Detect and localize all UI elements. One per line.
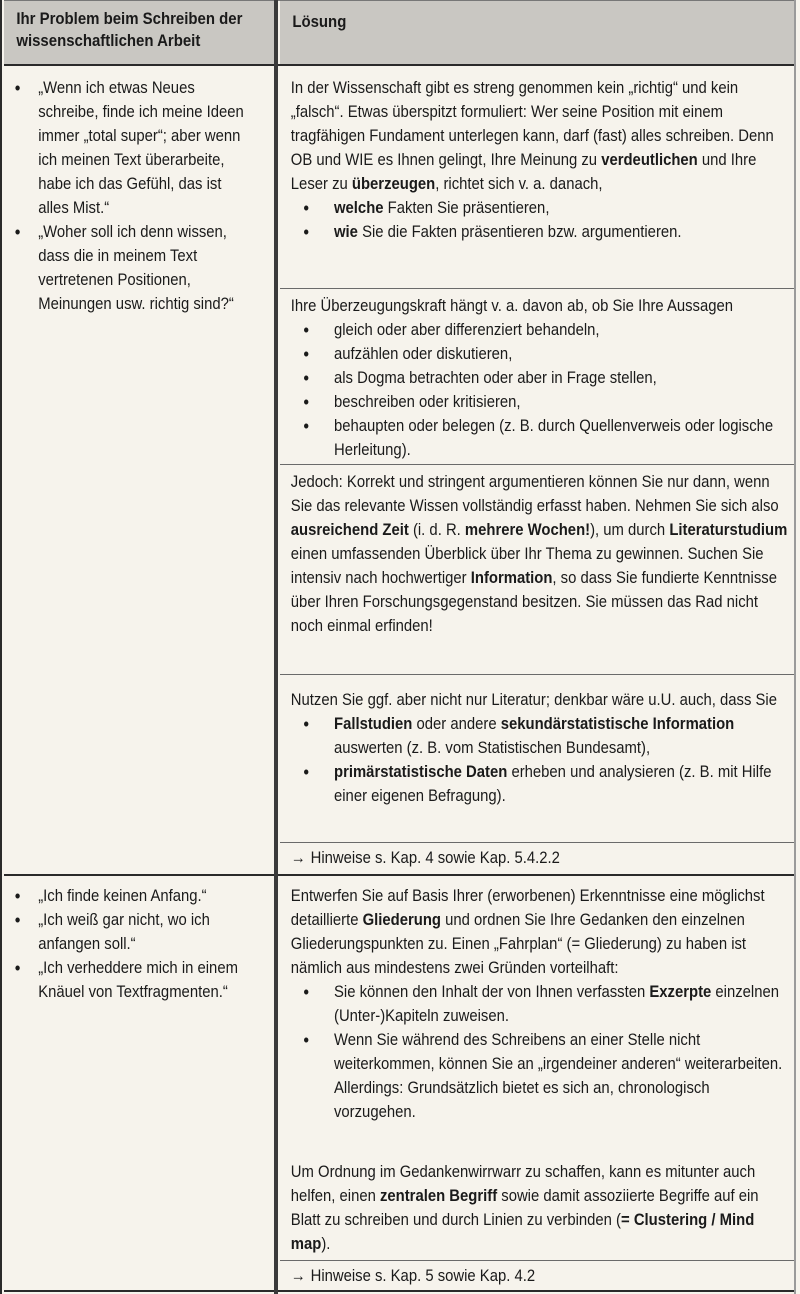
row1-solution-2 (280, 294, 796, 462)
solution-bullet: • aufzählen oder diskutieren, (291, 342, 788, 366)
section-divider (280, 674, 796, 675)
solution-bullet: • Sie können den Inhalt der von Ihnen verfassten Exzerpte einzelnen (Unter-)Kapiteln zuweisen. (291, 980, 788, 1028)
solution-paragraph: In der Wissenschaft gibt es streng genommen kein „richtig“ und kein „falsch“. Etwas überspitzt formuliert: Wer seine Position mit einem tragfähigen Fundament unterlegen kann, darf (fast) alles schreiben. Denn OB und WIE es Ihnen gelingt, Ihre Meinung zu verdeutlichen und Ihre Leser zu überzeugen, richtet sich v. a. danach, (290, 79, 774, 193)
row2-solution (280, 884, 796, 1124)
row-divider (4, 874, 796, 876)
problem-quote: • „Ich finde keinen Anfang.“ (4, 884, 254, 908)
solution-bullet: • Fallstudien oder andere sekundärstatistische Information auswerten (z. B. vom Statistischen Bundesamt), (291, 712, 788, 760)
header-solution-cell (280, 0, 796, 64)
arrow-right-icon: → (290, 849, 306, 867)
column-divider (274, 0, 278, 1294)
solution-bullet: • beschreiben oder kritisieren, (291, 390, 788, 414)
row2-problems (4, 884, 254, 1004)
chapter-hint: Hinweise s. Kap. 5 sowie Kap. 4.2 (310, 1267, 536, 1285)
solution-paragraph: Ihre Überzeugungskraft hängt v. a. davon ab, ob Sie Ihre Aussagen (290, 297, 734, 315)
top-border (4, 0, 796, 1)
header-solution: Lösung (292, 12, 347, 31)
arrow-right-icon: → (290, 1267, 306, 1285)
solution-bullet: • gleich oder aber differenziert behandeln, (291, 318, 788, 342)
problem-quote: • „Ich verheddere mich in einem Knäuel von Textfragmenten.“ (4, 956, 254, 1004)
solution-paragraph: Jedoch: Korrekt und stringent argumentieren können Sie nur dann, wenn Sie das relevante Wissen vollständig erfasst haben. Nehmen Sie sich also ausreichend Zeit (i. d. R. mehrere Wochen!), um durch Literaturstudium einen umfassenden Überblick über Ihr Thema zu gewinnen. Suchen Sie intensiv nach hochwertiger Information, so dass Sie fundierte Kenntnisse über Ihren Forschungsgegenstand besitzen. Sie müssen das Rad nicht noch einmal erfinden! (290, 473, 788, 635)
header-problem-cell (4, 0, 276, 64)
row2-hint (280, 1264, 796, 1288)
chapter-hint: Hinweise s. Kap. 4 sowie Kap. 5.4.2.2 (310, 849, 560, 867)
section-divider (280, 842, 796, 843)
row2-solution-2 (280, 1160, 796, 1256)
problem-quote: • „Wenn ich etwas Neues schreibe, finde ich meine Ideen immer „total super“; aber wenn ich meinen Text überarbeite, habe ich das Gefühl, das ist alles Mist.“ (4, 76, 254, 220)
row1-solution-3 (280, 470, 796, 638)
solution-bullet: • Wenn Sie während des Schreibens an einer Stelle nicht weiterkommen, können Sie an „irgendeiner anderen“ weiterarbeiten. Allerdings: Grundsätzlich bietet es sich an, chronologisch vorzugehen. (291, 1028, 788, 1124)
solution-bullet: • welche Fakten Sie präsentieren, (291, 196, 788, 220)
row1-problems (4, 76, 254, 316)
header-divider (4, 64, 796, 66)
solution-bullet: • behaupten oder belegen (z. B. durch Quellenverweis oder logische Herleitung). (291, 414, 788, 462)
section-divider (280, 1260, 796, 1261)
right-border (794, 0, 796, 1294)
solution-paragraph: Um Ordnung im Gedankenwirrwarr zu schaffen, kann es mitunter auch helfen, einen zentralen Begriff sowie damit assoziierte Begriffe auf ein Blatt zu schreiben und durch Linien zu verbinden (= Clustering / Mind map). (290, 1163, 759, 1253)
header-problem: Ihr Problem beim Schreiben der wissenschaftlichen Arbeit (16, 9, 243, 50)
row1-hint (280, 846, 796, 870)
row1-solution-4 (280, 688, 796, 808)
section-divider (280, 464, 796, 465)
solution-paragraph: Entwerfen Sie auf Basis Ihrer (erworbenen) Erkenntnisse eine möglichst detaillierte Gliederung und ordnen Sie Ihre Gedanken den einzelnen Gliederungspunkten zu. Einen „Fahrplan“ (= Gliederung) zu haben ist nämlich aus mindestens zwei Gründen vorteilhaft: (290, 887, 765, 977)
section-divider (280, 288, 796, 289)
solution-paragraph: Nutzen Sie ggf. aber nicht nur Literatur; denkbar wäre u.U. auch, dass Sie (290, 691, 777, 709)
problem-quote: • „Woher soll ich denn wissen, dass die in meinem Text vertretenen Positionen, Meinungen usw. richtig sind?“ (4, 220, 254, 316)
bottom-border (4, 1290, 796, 1292)
row1-solution (280, 76, 796, 244)
solution-bullet: • als Dogma betrachten oder aber in Frage stellen, (291, 366, 788, 390)
solution-bullet: • wie Sie die Fakten präsentieren bzw. argumentieren. (291, 220, 788, 244)
problem-quote: • „Ich weiß gar nicht, wo ich anfangen soll.“ (4, 908, 254, 956)
solution-bullet: • primärstatistische Daten erheben und analysieren (z. B. mit Hilfe einer eigenen Befragung). (291, 760, 788, 808)
